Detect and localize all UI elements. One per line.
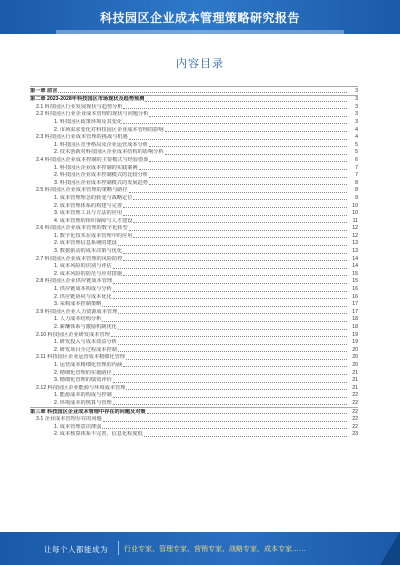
toc-dot-leader [149,146,347,147]
toc-entry-page: 12 [352,225,358,232]
toc-entry-page: 7 [355,172,358,179]
toc-entry[interactable] [30,346,358,354]
toc-entry[interactable] [30,156,358,164]
report-footer [0,532,400,565]
toc-dot-leader [144,436,347,437]
toc-entry-label: 2.6 科技园区企业成本管理的数字化转型 [36,225,128,232]
toc-entry[interactable] [30,111,358,119]
toc-entry-page: 21 [352,384,358,391]
toc-entry-label: 1. 科技园区政策环境及其变化 [54,118,123,125]
toc-dot-leader [123,215,347,216]
toc-entry-label: 1. 科技园区企业成本控制的实践案例 [54,164,138,171]
toc-entry-label: 2.5 科技园区企业成本管理的策略与路径 [36,187,128,194]
toc-entry-label: 2.10 科技园区企业研发成本管理 [36,331,110,338]
toc-dot-leader [118,329,347,330]
toc-entry-page: 13 [352,248,358,255]
toc-entry[interactable] [30,308,358,316]
toc-dot-leader [118,313,347,314]
toc-entry-label: 2.4 科技园区企业成本控制的主要模式与经验借鉴 [36,156,149,163]
toc-entry-page: 16 [352,293,358,300]
toc-dot-leader [103,421,347,422]
toc-entry[interactable] [30,255,358,263]
toc-entry-page: 21 [352,369,358,376]
toc-entry[interactable] [30,187,358,195]
toc-entry-label: 1. 成本管理意识薄弱 [54,423,102,430]
toc-entry-label: 2.3 科技园区行业成本管理的挑战与机遇 [36,134,128,141]
toc-entry[interactable] [30,86,358,95]
toc-dot-leader [111,336,347,337]
toc-entry[interactable] [30,202,358,210]
toc-entry[interactable] [30,354,358,362]
toc-entry-label: 3. 数据驱动的成本决策与优化 [54,248,123,255]
footer-tagline: 行业专家、管理专家、营销专家、战略专家、成本专家…… [124,546,306,553]
toc-dot-leader [133,237,347,238]
toc-entry-page: 3 [355,96,358,103]
toc-entry-page: 8 [355,179,358,186]
toc-entry[interactable] [30,392,358,400]
toc-entry-page: 4 [355,126,358,133]
toc-entry-page: 22 [352,423,358,430]
toc-entry[interactable] [30,126,358,134]
toc-entry-label: 2. 精细化管理的实施路径 [54,369,112,376]
toc-entry-page: 6 [355,156,358,163]
toc-dot-leader [147,413,347,414]
toc-entry-page: 17 [352,308,358,315]
toc-entry[interactable] [30,149,358,157]
toc-entry[interactable] [30,164,358,172]
toc-entry-label: 2. 科技园区企业成本控制模式的比较分析 [54,172,148,179]
toc-entry-page: 10 [352,202,358,209]
toc-entry[interactable] [30,103,358,111]
toc-entry-label: 1. 科技园区竞争格局及企业运营成本分析 [54,141,148,148]
toc-dot-leader [129,192,347,193]
toc-entry[interactable] [30,172,358,180]
toc-entry[interactable] [30,95,358,104]
toc-entry-page: 22 [352,416,358,423]
report-header [0,0,400,34]
toc-dot-leader [123,123,347,124]
toc-dot-leader [133,199,347,200]
toc-dot-leader [113,298,347,299]
toc-dot-leader [58,92,347,93]
toc-entry-page: 15 [352,278,358,285]
toc-dot-leader [126,359,347,360]
toc-dot-leader [113,382,347,383]
header-decoration [56,30,344,34]
toc-entry-page: 5 [355,149,358,156]
toc-entry-page: 7 [355,164,358,171]
toc-entry-label: 1. 能源成本的构成与控制 [54,392,112,399]
toc-dot-leader [113,291,347,292]
toc-entry-label: 3. 采购成本控制策略 [54,301,102,308]
toc-entry-label: 2.8 科技园区企业供应链成本管理 [36,278,113,285]
toc-entry[interactable] [30,377,358,385]
toc-dot-leader [102,321,347,322]
toc-entry-page: 15 [352,270,358,277]
toc-entry-page: 20 [352,354,358,361]
toc-entry-page: 18 [352,316,358,323]
toc-entry-page: 9 [355,194,358,201]
toc-entry-page: 3 [355,118,358,125]
toc-entry-page: 22 [352,408,358,415]
toc-dot-leader [123,207,347,208]
toc-entry-label: 2. 技术创新对科技园区企业成本结构的影响分析 [54,149,164,156]
toc-entry[interactable] [30,232,358,240]
toc-entry[interactable] [30,399,358,407]
toc-dot-leader [113,404,347,405]
table-of-contents [30,86,358,438]
toc-entry-page: 22 [352,392,358,399]
toc-entry-page: 19 [352,331,358,338]
toc-entry-page: 21 [352,377,358,384]
toc-entry-label: 2. 成本管理体系的构建与完善 [54,202,123,209]
toc-entry-page: 16 [352,286,358,293]
toc-entry-label: 2.1 科技园区行业发展现状与趋势分析 [36,103,123,110]
toc-entry-page: 14 [352,263,358,270]
toc-entry[interactable] [30,141,358,149]
toc-dot-leader [123,253,347,254]
toc-entry-label: 3. 科技园区企业成本控制模式的发展趋势 [54,179,148,186]
toc-entry-page: 14 [352,255,358,262]
toc-entry-label: 1. 运营成本精细化管理的内涵 [54,361,123,368]
toc-entry-page: 22 [352,399,358,406]
toc-entry-label: 1. 人力成本结构分析 [54,316,102,323]
toc-entry[interactable] [30,301,358,309]
toc-entry[interactable] [30,323,358,331]
toc-entry[interactable] [30,293,358,301]
toc-entry[interactable] [30,431,358,439]
toc-dot-leader [133,222,347,223]
toc-entry[interactable] [30,225,358,233]
toc-entry-page: 12 [352,232,358,239]
toc-entry-label: 2.12 科技园区企业能源与环境成本管理 [36,384,126,391]
toc-entry-page: 20 [352,361,358,368]
toc-entry-label: 2.7 科技园区企业成本管理的风险防控 [36,255,123,262]
toc-dot-leader [113,283,347,284]
toc-entry[interactable] [30,339,358,347]
toc-dot-leader [149,177,347,178]
toc-dot-leader [118,245,347,246]
toc-dot-leader [129,139,347,140]
toc-entry[interactable] [30,369,358,377]
toc-entry-label: 2. 市场需求变化对科技园区企业成本管理的影响 [54,126,164,133]
toc-dot-leader [129,230,347,231]
toc-entry-page: 18 [352,324,358,330]
toc-dot-leader [145,101,347,102]
toc-entry-page: 4 [355,134,358,141]
toc-entry-label: 2. 供应链协同与成本优化 [54,293,112,300]
toc-entry-page: 3 [355,103,358,110]
toc-entry[interactable] [30,285,358,293]
toc-entry[interactable] [30,179,358,187]
toc-entry[interactable] [30,278,358,286]
toc-dot-leader [123,260,347,261]
toc-entry-label: 3. 成本管理工具与方法的应用 [54,210,123,217]
toc-entry-page: 17 [352,301,358,308]
toc-entry-label: 2. 成本风险的防范与应对措施 [54,270,123,277]
toc-entry-page: 23 [352,431,358,438]
toc-entry-page: 3 [355,111,358,118]
toc-dot-leader [113,374,347,375]
toc-entry[interactable] [30,210,358,218]
toc-entry-label: 第三章 科技园区企业成本管理中存在的问题及对策 [30,408,146,415]
toc-entry[interactable] [30,263,358,271]
toc-entry-page: 3 [355,87,358,94]
toc-entry-page: 19 [352,339,358,346]
toc-entry[interactable] [30,407,358,416]
toc-entry-label: 2. 成本管理信息系统的建设 [54,240,117,247]
toc-entry-page: 8 [355,187,358,194]
toc-dot-leader [149,161,347,162]
toc-entry-label: 4. 成本管理的组织保障与人才建设 [54,217,133,224]
toc-entry-label: 2. 研发项目全过程成本控制 [54,346,117,353]
footer-divider [118,541,119,555]
toc-dot-leader [118,351,347,352]
footer-corner-decoration [380,532,400,565]
toc-entry-page: 13 [352,240,358,247]
toc-entry[interactable] [30,331,358,339]
toc-dot-leader [165,131,347,132]
toc-entry[interactable] [30,194,358,202]
toc-dot-leader [102,428,347,429]
toc-entry[interactable] [30,217,358,225]
toc-dot-leader [149,116,347,117]
toc-entry-label: 2. 环境成本的核算与管理 [54,399,112,406]
toc-entry[interactable] [30,247,358,255]
toc-dot-leader [118,344,347,345]
toc-entry[interactable] [30,134,358,142]
toc-entry-page: 11 [352,217,358,224]
toc-dot-leader [126,389,347,390]
toc-entry-label: 1. 供应链成本构成与分析 [54,286,112,293]
toc-entry-label: 3.1 企业成本管理存在的问题 [36,416,102,423]
toc-entry-page: 10 [352,210,358,217]
footer-slogan: 让每个人都能成为 [44,545,108,554]
toc-dot-leader [123,366,347,367]
toc-entry-label: 2.11 科技园区企业运营成本精细化管理 [36,354,125,361]
toc-dot-leader [165,154,347,155]
toc-entry[interactable] [30,361,358,369]
report-title: 科技园区企业成本管理策略研究报告 [99,11,300,25]
toc-heading: 内容目录 [176,57,224,70]
toc-dot-leader [123,275,347,276]
toc-entry[interactable] [30,423,358,431]
toc-entry-label: 2.2 科技园区行业企业成本管理的现状与问题分析 [36,111,149,118]
toc-entry-label: 3. 精细化管理的绩效评价 [54,377,112,384]
toc-entry-label: 1. 成本管理理念的转变与战略定位 [54,194,133,201]
toc-entry-label: 1. 数字化技术在成本管理中的应用 [54,232,133,239]
toc-dot-leader [113,397,347,398]
toc-entry[interactable] [30,316,358,324]
toc-entry-label: 2.9 科技园区企业人力资源成本管理 [36,308,118,315]
toc-entry-label: 2. 成本核算体系不完善，信息化程度低 [54,431,143,438]
toc-entry[interactable] [30,416,358,424]
toc-entry-label: 1. 成本风险的识别与评估 [54,263,112,270]
toc-dot-leader [123,108,347,109]
toc-dot-leader [102,306,347,307]
toc-entry-page: 20 [352,346,358,353]
toc-dot-leader [149,184,347,185]
toc-entry-label: 1. 研发投入与成本效益分析 [54,339,117,346]
toc-entry-label: 第一章 前言 [30,87,58,94]
toc-entry-label: 2. 薪酬体系与激励机制优化 [54,324,117,330]
toc-dot-leader [139,169,347,170]
toc-entry-label: 第二章 2023-2028年科技园区市场现状及趋势预测 [30,96,145,103]
toc-dot-leader [113,268,347,269]
toc-entry-page: 5 [355,141,358,148]
toc-entry[interactable] [30,384,358,392]
toc-entry[interactable] [30,270,358,278]
toc-entry[interactable] [30,240,358,248]
toc-entry[interactable] [30,118,358,126]
